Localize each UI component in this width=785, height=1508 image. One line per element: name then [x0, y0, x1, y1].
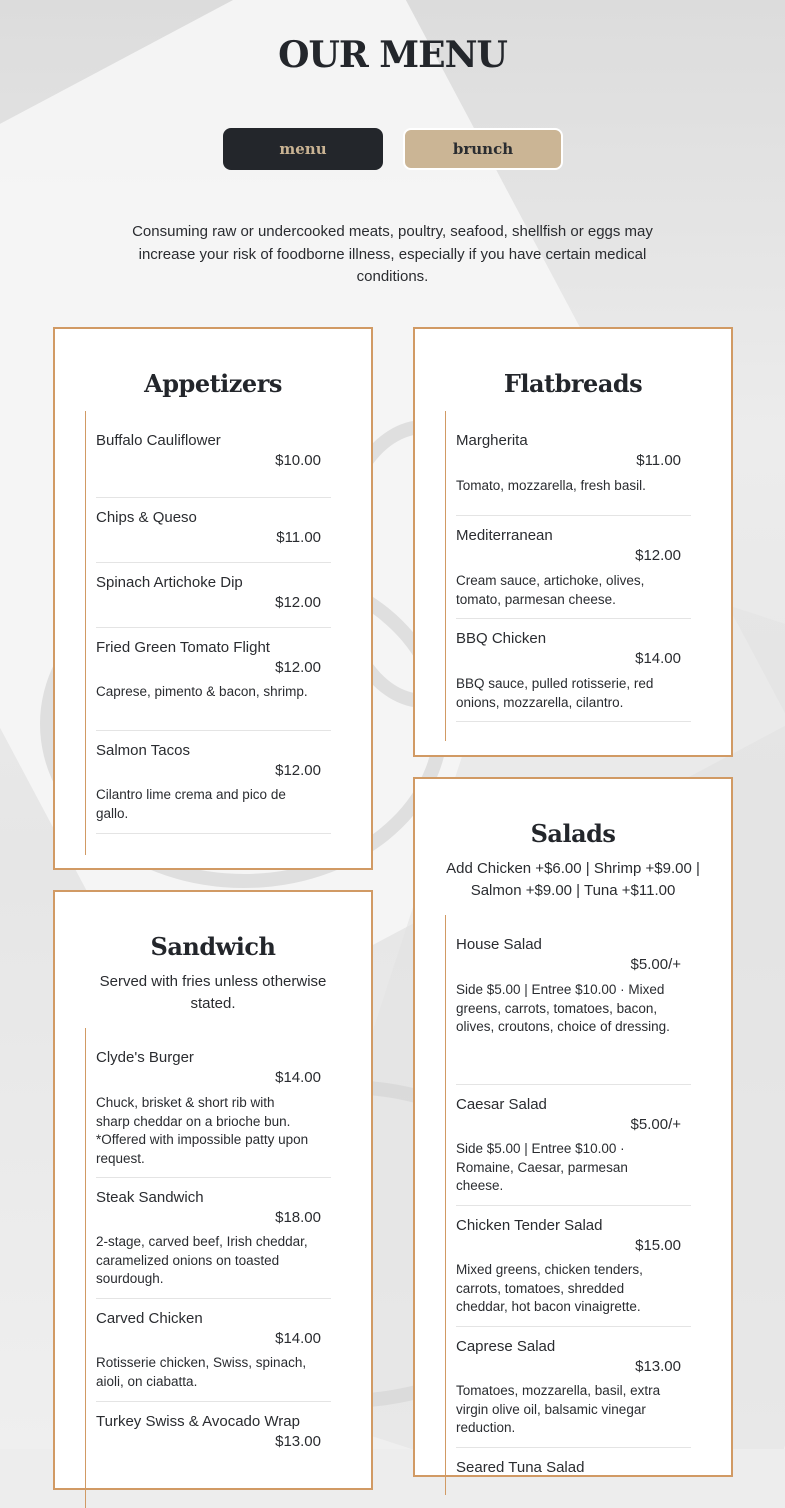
menu-item — [96, 628, 331, 731]
item-name: Chips & Queso — [96, 509, 197, 526]
menu-item — [456, 1448, 691, 1508]
section-subtitle: Served with fries unless otherwise stated. — [99, 973, 327, 1012]
item-price: $12.00 — [275, 762, 321, 779]
menu-item — [456, 1327, 691, 1448]
item-price: $14.00 — [635, 650, 681, 667]
menu-item — [96, 1178, 331, 1299]
section-title: Sandwich — [150, 932, 276, 961]
item-name: Turkey Swiss & Avocado Wrap — [96, 1413, 300, 1430]
salads-list — [445, 915, 692, 1495]
salads-card — [413, 777, 733, 1477]
item-description: Cilantro lime crema and pico de gallo. — [96, 787, 286, 821]
item-description: Tomato, mozzarella, fresh basil. — [456, 478, 646, 493]
item-description: Chuck, brisket & short rib with sharp cheddar on a brioche bun. *Offered with impossible patty upon request. — [96, 1095, 309, 1166]
item-name: Clyde's Burger — [96, 1049, 194, 1066]
tab-menu[interactable]: menu — [223, 128, 383, 170]
tab-brunch[interactable]: brunch — [403, 128, 563, 170]
section-title: Salads — [530, 819, 616, 848]
item-description: Tomatoes, mozzarella, basil, extra virgin olive oil, balsamic vinegar reduction. — [456, 1383, 661, 1435]
flatbreads-card — [413, 327, 733, 757]
menu-item — [456, 619, 691, 722]
item-name: Buffalo Cauliflower — [96, 432, 221, 449]
menu-tabs — [223, 128, 563, 170]
item-name: Fried Green Tomato Flight — [96, 639, 270, 656]
appetizers-card — [53, 327, 373, 870]
flatbreads-list — [445, 411, 692, 741]
item-name: Chicken Tender Salad — [456, 1217, 603, 1234]
item-name: Steak Sandwich — [96, 1189, 204, 1206]
item-name: Caesar Salad — [456, 1096, 547, 1113]
item-name: BBQ Chicken — [456, 630, 547, 647]
item-description: Mixed greens, chicken tenders, carrots, tomatoes, shredded cheddar, hot bacon vinaigrette. — [456, 1262, 643, 1314]
item-price: $14.00 — [275, 1330, 321, 1347]
menu-item — [456, 1206, 691, 1327]
menu-item — [456, 516, 691, 619]
menu-item — [96, 1402, 331, 1462]
sandwich-card — [53, 890, 373, 1490]
item-description: Rotisserie chicken, Swiss, spinach, aioli, on ciabatta. — [96, 1355, 307, 1389]
item-name: Caprese Salad — [456, 1338, 556, 1355]
item-price: $10.00 — [275, 452, 321, 469]
item-price: $12.00 — [635, 547, 681, 564]
item-name: Salmon Tacos — [96, 742, 190, 759]
menu-item — [96, 498, 331, 563]
sandwich-list — [85, 1028, 332, 1508]
item-description: Caprese, pimento & bacon, shrimp. — [96, 684, 308, 699]
menu-item — [456, 431, 691, 516]
food-safety-notice: Consuming raw or undercooked meats, poultry, seafood, shellfish or eggs may increase your risk of foodborne illness, especially if you have certain medical conditions. — [132, 223, 653, 285]
menu-item — [96, 1048, 331, 1178]
item-price: $12.00 — [275, 659, 321, 676]
item-price: $14.00 — [275, 1069, 321, 1086]
menu-item — [456, 1085, 691, 1206]
section-title: Appetizers — [144, 369, 282, 398]
item-name: Mediterranean — [456, 527, 553, 544]
item-name: Carved Chicken — [96, 1310, 203, 1327]
menu-item — [96, 1299, 331, 1402]
item-price: $18.00 — [275, 1209, 321, 1226]
item-price: $15.00 — [635, 1237, 681, 1254]
item-description: Cream sauce, artichoke, olives, tomato, parmesan cheese. — [456, 573, 645, 607]
item-description: BBQ sauce, pulled rotisserie, red onions, mozzarella, cilantro. — [456, 676, 654, 710]
item-name: Seared Tuna Salad — [456, 1459, 585, 1476]
item-name: Spinach Artichoke Dip — [96, 574, 243, 591]
item-description: Side $5.00 | Entree $10.00 · Romaine, Caesar, parmesan cheese. — [456, 1141, 628, 1193]
item-description: Side $5.00 | Entree $10.00 · Mixed greens, carrots, tomatoes, bacon, olives, croutons, choice of dressing. — [456, 982, 670, 1034]
item-price: $5.00/+ — [630, 956, 681, 973]
section-subtitle: Add Chicken +$6.00 | Shrimp +$9.00 | Salmon +$9.00 | Tuna +$11.00 — [446, 860, 700, 899]
menu-item — [456, 935, 691, 1085]
menu-item — [96, 731, 331, 834]
page-title: OUR MENU — [278, 34, 507, 76]
appetizers-list — [85, 411, 332, 855]
item-price: $5.00/+ — [630, 1116, 681, 1133]
item-description: 2-stage, carved beef, Irish cheddar, caramelized onions on toasted sourdough. — [96, 1234, 308, 1286]
item-price: $13.00 — [275, 1433, 321, 1450]
item-price: $11.00 — [636, 452, 681, 469]
section-title: Flatbreads — [503, 369, 643, 398]
item-name: Margherita — [456, 432, 528, 449]
menu-item — [96, 431, 331, 498]
item-price: $13.00 — [635, 1358, 681, 1375]
item-name: House Salad — [456, 936, 542, 953]
menu-item — [96, 563, 331, 628]
item-price: $11.00 — [276, 529, 321, 546]
item-price: $12.00 — [275, 594, 321, 611]
